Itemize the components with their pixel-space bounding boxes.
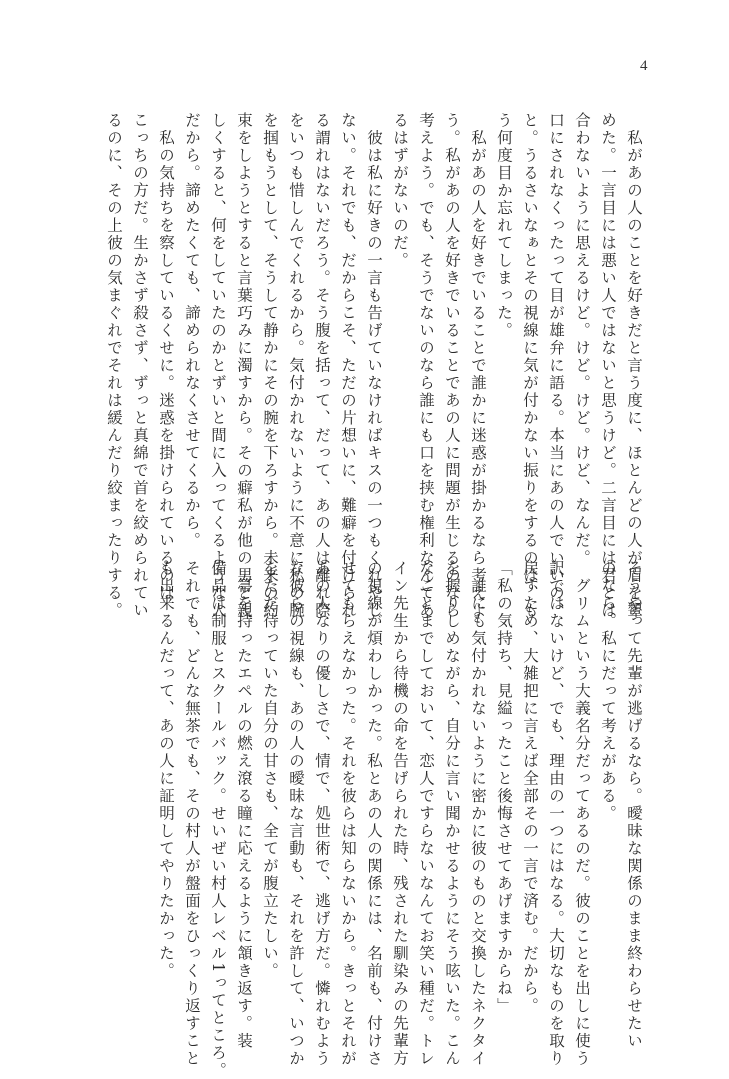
text-line: をいつも惜しんでくれるから。気付かれないように不意に私の腕 bbox=[287, 112, 305, 620]
text-line: 備品は制服とスクールバック。せいぜい村人レベル1ってところ。 bbox=[209, 560, 227, 1079]
text-line: 私があの人のことを好きだと言う度に、ほとんどの人が眉を顰 bbox=[625, 112, 643, 620]
text-line: 考えよう。でも、そうでないのなら誰にも口を挟む権利なんてあ bbox=[417, 112, 435, 620]
upper-text-block bbox=[77, 112, 647, 620]
text-line: る謂れはないだろう。そう腹を括って、だって、あの人は離れ際 bbox=[313, 112, 331, 620]
text-line: な彼らの視線も、あの人の曖昧な言動も、それを許して、いつか bbox=[287, 560, 305, 1068]
text-line: 箒を持ったエペルの燃え滾る瞳に応えるように頷き返す。装 bbox=[235, 560, 253, 1050]
text-line: せてもらえなかった。それを彼らは知らないから。きっとそれが bbox=[339, 560, 357, 1068]
text-line: 彼は私に好きの一言も告げていなければキスの一つもくれやし bbox=[365, 112, 383, 620]
text-line: と。うるさいなぁとその視線に気が付かない振りをするのは、も bbox=[521, 112, 539, 620]
text-line: めた。一言目には悪い人ではないと思うけど。二言目には君とは bbox=[599, 112, 617, 620]
text-line: るはずがないのだ。 bbox=[391, 112, 409, 270]
text-line: 束をしようとすると言葉巧みに濁すから。その癖私が他の男と親 bbox=[235, 112, 253, 620]
text-line: あの人なりの優しさで、情で、処世術で、逃げ方だ。憐れむよう bbox=[313, 560, 331, 1068]
text-line: をただ待っていた自分の甘さも、全てが腹立たしい。 bbox=[261, 560, 279, 980]
dialogue-line: 「私の気持ち、見縊ったこと後悔させてあげますからね」 bbox=[495, 560, 513, 1015]
text-line: なことまでしておいて、恋人ですらないなんてお笑い種だ。トレ bbox=[417, 560, 435, 1068]
text-line: 私の気持ちを察しているくせに。迷惑を掛けられているのは bbox=[157, 112, 175, 602]
text-line: グリムという大義名分だってあるのだ。彼のことを出しに使う bbox=[573, 560, 591, 1068]
text-line: るのに、その上彼の気まぐれでそれは緩んだり絞まったりする。 bbox=[105, 112, 123, 620]
text-line: う何度目か忘れてしまった。 bbox=[495, 112, 513, 340]
text-line: イン先生から待機の命を告げられた時、残された馴染みの先輩方 bbox=[391, 560, 409, 1068]
text-line: のなら。私にだって考えがある。 bbox=[599, 560, 617, 823]
text-line: しくすると、何をしていたのかとずいと間に入ってくるような人 bbox=[209, 112, 227, 620]
text-line: 訳ではないけど、でも、理由の一つにはなる。大切なものを取り bbox=[547, 560, 565, 1068]
text-line: 口にされなくったって目が雄弁に語る。本当にあの人でいいの、 bbox=[547, 112, 565, 620]
text-line: も出来るんだって、あの人に証明してやりたかった。 bbox=[157, 560, 175, 980]
text-line: 私があの人を好きでいることで誰かに迷惑が掛かるなら考えよ bbox=[469, 112, 487, 620]
text-line: の視線が煩わしかった。私とあの人の関係には、名前も、付けさ bbox=[365, 560, 383, 1068]
text-line: 戻すため、大雑把に言えば全部その一言で済む。だから。 bbox=[521, 560, 539, 1015]
page-number: 4 bbox=[640, 58, 648, 74]
text-line: ない。それでも、だからこそ、ただの片想いに、難癖を付けられ bbox=[339, 112, 357, 620]
text-line: を掴もうとして、そうして静かにその腕を下ろすから。未来の約 bbox=[261, 112, 279, 620]
text-line: 誰にも気付かれないように密かに彼のものと交換したネクタイ bbox=[469, 560, 487, 1068]
text-line: こっちの方だ。生かさず殺さず、ずっと真綿で首を絞められてい bbox=[131, 112, 149, 620]
text-line: だから。諦めたくても、諦められなくさせてくるから。 bbox=[183, 112, 201, 550]
text-line: う。私があの人を好きでいることであの人に問題が生じるのなら bbox=[443, 112, 461, 620]
text-line: を握りしめながら、自分に言い聞かせるようにそう呟いた。こん bbox=[443, 560, 461, 1068]
text-line: 合わないように思えるけど。けど。けど。けど、なんだ。 bbox=[573, 112, 591, 567]
lower-text-block bbox=[77, 560, 647, 1079]
text-line: そうやって先輩が逃げるなら。曖昧な関係のまま終わらせたい bbox=[625, 560, 643, 1050]
text-line: それでも、どんな無茶でも、その村人が盤面をひっくり返すこと bbox=[183, 560, 201, 1068]
